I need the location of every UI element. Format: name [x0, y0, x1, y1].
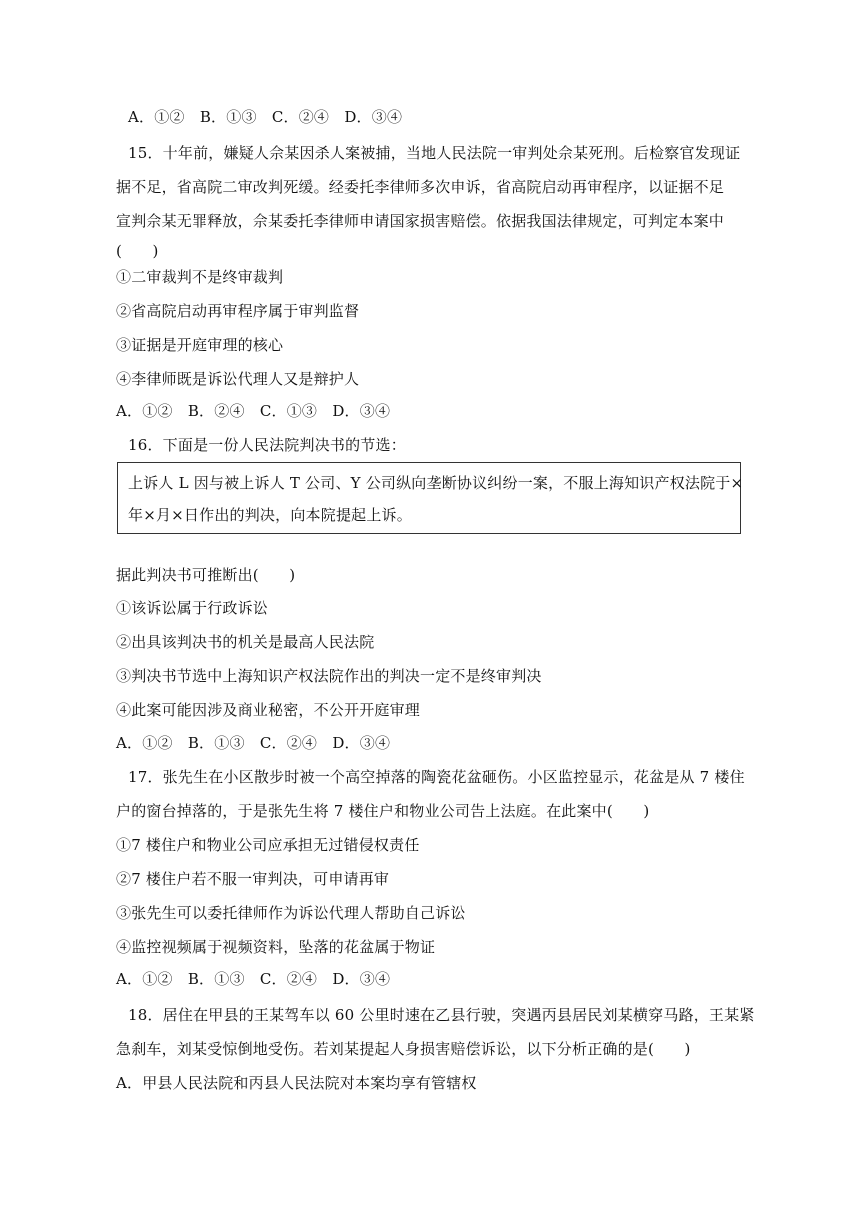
q15-options: A．①② B．②④ C．①③ D．③④ — [116, 402, 391, 420]
q17-stem-line: 17．张先生在小区散步时被一个高空掉落的陶瓷花盆砸伤。小区监控显示，花盆是从 7 楼住 — [128, 768, 745, 786]
q15-statement: ③证据是开庭审理的核心 — [116, 336, 284, 354]
q18-stem-line: 急刹车，刘某受惊倒地受伤。若刘某提起人身损害赔偿诉讼，以下分析正确的是( ) — [116, 1040, 691, 1058]
q17-statement: ③张先生可以委托律师作为诉讼代理人帮助自己诉讼 — [116, 904, 466, 922]
q16-statement: ②出具该判决书的机关是最高人民法院 — [116, 633, 375, 651]
q16-statement: ①该诉讼属于行政诉讼 — [116, 599, 269, 617]
q16-statement: ④此案可能因涉及商业秘密，不公开开庭审理 — [116, 701, 421, 719]
excerpt-line: 上诉人 L 因与被上诉人 T 公司、Y 公司纵向垄断协议纠纷一案，不服上海知识产权法院于× — [128, 474, 744, 492]
q17-statement: ②7 楼住户若不服一审判决，可申请再审 — [116, 870, 390, 888]
judgment-excerpt-box — [117, 462, 744, 534]
q15-statement: ④李律师既是诉讼代理人又是辩护人 — [116, 370, 360, 388]
q17-statement: ①7 楼住户和物业公司应承担无过错侵权责任 — [116, 836, 420, 854]
q16-stem: 16．下面是一份人民法院判决书的节选： — [128, 436, 406, 454]
q15-statement: ①二审裁判不是终审裁判 — [116, 268, 284, 286]
q17-options: A．①② B．①③ C．②④ D．③④ — [116, 970, 391, 988]
q16-options: A．①② B．①③ C．②④ D．③④ — [116, 734, 391, 752]
q15-stem-line: 据不足，省高院二审改判死缓。经委托李律师多次申诉，省高院启动再审程序，以证据不足 — [116, 178, 725, 196]
q14-options: A．①② B．①③ C．②④ D．③④ — [128, 108, 403, 126]
q18-stem-line: 18．居住在甲县的王某驾车以 60 公里时速在乙县行驶，突遇丙县居民刘某横穿马路，王某紧 — [128, 1006, 755, 1024]
q15-stem-line: 宣判佘某无罪释放，佘某委托李律师申请国家损害赔偿。依据我国法律规定，可判定本案中 — [116, 212, 725, 230]
q16-question: 据此判决书可推断出( ) — [116, 566, 296, 584]
q15-statement: ②省高院启动再审程序属于审判监督 — [116, 302, 360, 320]
q16-statement: ③判决书节选中上海知识产权法院作出的判决一定不是终审判决 — [116, 667, 542, 685]
excerpt-line: 年×月×日作出的判决，向本院提起上诉。 — [128, 506, 412, 524]
q17-statement: ④监控视频属于视频资料，坠落的花盆属于物证 — [116, 938, 436, 956]
q15-stem-line: 15．十年前，嫌疑人佘某因杀人案被捕，当地人民法院一审判处佘某死刑。后检察官发现证 — [128, 144, 741, 162]
q15-answer-bracket: ( ) — [116, 242, 159, 260]
q17-stem-line: 户的窗台掉落的，于是张先生将 7 楼住户和物业公司告上法庭。在此案中( ) — [116, 802, 650, 820]
q18-option-a: A．甲县人民法院和丙县人民法院对本案均享有管辖权 — [116, 1074, 477, 1092]
